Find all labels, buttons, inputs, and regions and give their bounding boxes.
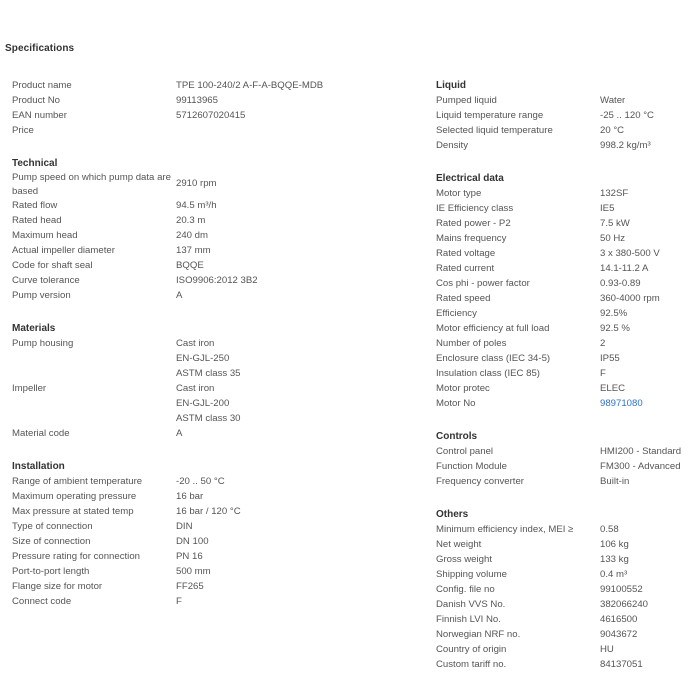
- spec-label: Size of connection: [12, 536, 91, 547]
- spec-row-danish-vvs-no: [436, 597, 698, 612]
- spec-label: Cos phi - power factor: [436, 278, 530, 289]
- spec-values: [176, 123, 417, 138]
- spec-value: -25 .. 120 °C: [600, 110, 654, 121]
- spec-label: Max pressure at stated temp: [12, 506, 134, 517]
- spec-value: IP55: [600, 353, 620, 364]
- spec-row-country-of-origin: [436, 642, 698, 657]
- spec-label: Net weight: [436, 539, 482, 550]
- spec-value: 2: [600, 338, 606, 349]
- spec-value: Cast iron: [176, 338, 215, 349]
- spec-values: [600, 612, 698, 627]
- spec-value: 2910 rpm: [176, 178, 217, 189]
- spec-values: [176, 504, 417, 519]
- section-general: [12, 78, 417, 138]
- spec-values: [600, 366, 698, 381]
- spec-value: 4616500: [600, 614, 638, 625]
- spec-values: [600, 459, 698, 474]
- spec-value: [176, 123, 417, 138]
- spec-row-rated-head: [12, 213, 417, 228]
- spec-label: Motor efficiency at full load: [436, 323, 550, 334]
- section-installation: [12, 459, 417, 609]
- spec-row-rated-voltage: [436, 246, 698, 261]
- spec-label: Rated power - P2: [436, 218, 511, 229]
- spec-value: DN 100: [176, 536, 209, 547]
- spec-value: F: [600, 368, 606, 379]
- spec-row-cos-phi-power-factor: [436, 276, 698, 291]
- spec-row-port-to-port-length: [12, 564, 417, 579]
- spec-values: [600, 396, 698, 411]
- spec-value: 137 mm: [176, 245, 211, 256]
- spec-values: [600, 474, 698, 489]
- spec-values: [600, 216, 698, 231]
- spec-row-actual-impeller-diameter: [12, 243, 417, 258]
- spec-label: IE Efficiency class: [436, 203, 514, 214]
- spec-value: 7.5 kW: [600, 218, 630, 229]
- spec-label: Country of origin: [436, 644, 507, 655]
- section-title: Installation: [12, 461, 65, 472]
- spec-row-flange-size-for-motor: [12, 579, 417, 594]
- spec-label: Price: [12, 125, 34, 136]
- spec-value: 240 dm: [176, 230, 208, 241]
- spec-values: [600, 108, 698, 123]
- spec-value: 16 bar / 120 °C: [176, 506, 241, 517]
- spec-value: FM300 - Advanced: [600, 461, 681, 472]
- spec-values: [176, 519, 417, 534]
- spec-label: Material code: [12, 428, 70, 439]
- spec-row-efficiency: [436, 306, 698, 321]
- spec-values: [176, 579, 417, 594]
- spec-values: [600, 627, 698, 642]
- spec-row-pump-version: [12, 288, 417, 303]
- spec-values: [600, 582, 698, 597]
- spec-label: Danish VVS No.: [436, 599, 506, 610]
- spec-value: ELEC: [600, 383, 626, 394]
- spec-row-ie-efficiency-class: [436, 201, 698, 216]
- spec-row-finnish-lvi-no: [436, 612, 698, 627]
- spec-label: Product name: [12, 80, 72, 91]
- spec-row-rated-current: [436, 261, 698, 276]
- spec-label: Port-to-port length: [12, 566, 90, 577]
- spec-label: Rated flow: [12, 200, 58, 211]
- spec-row-range-of-ambient-temperature: [12, 474, 417, 489]
- spec-row-product-name: [12, 78, 417, 93]
- section-title: Others: [436, 509, 469, 520]
- spec-row-selected-liquid-temperature: [436, 123, 698, 138]
- spec-value: IE5: [600, 203, 615, 214]
- spec-label: Range of ambient temperature: [12, 476, 143, 487]
- spec-label: Maximum operating pressure: [12, 491, 137, 502]
- spec-value: HMI200 - Standard: [600, 446, 682, 457]
- spec-row-custom-tariff-no: [436, 657, 698, 672]
- spec-label: Efficiency: [436, 308, 477, 319]
- spec-label: Maximum head: [12, 230, 78, 241]
- section-controls: [436, 429, 698, 489]
- spec-label: Density: [436, 140, 468, 151]
- spec-value: PN 16: [176, 551, 203, 562]
- spec-row-density: [436, 138, 698, 153]
- spec-values: [600, 522, 698, 537]
- spec-value: 14.1-11.2 A: [600, 263, 649, 274]
- spec-label: Actual impeller diameter: [12, 245, 115, 256]
- section-title: Liquid: [436, 80, 466, 91]
- spec-label: Liquid temperature range: [436, 110, 544, 121]
- spec-label: Code for shaft seal: [12, 260, 93, 271]
- spec-row-liquid-temperature-range: [436, 108, 698, 123]
- spec-value: DIN: [176, 521, 193, 532]
- spec-row-size-of-connection: [12, 534, 417, 549]
- spec-values: [176, 549, 417, 564]
- section-technical: [12, 156, 417, 303]
- spec-value: 998.2 kg/m³: [600, 140, 651, 151]
- spec-label: Function Module: [436, 461, 507, 472]
- spec-row-pump-speed-on-which-pump-data-are-based: [12, 171, 417, 198]
- spec-values: [176, 381, 417, 426]
- spec-label: Product No: [12, 95, 60, 106]
- spec-row-control-panel: [436, 444, 698, 459]
- spec-values: [176, 93, 417, 108]
- spec-values: [176, 594, 417, 609]
- spec-value: 360-4000 rpm: [600, 293, 660, 304]
- spec-values: [176, 213, 417, 228]
- spec-value: HU: [600, 644, 614, 655]
- section-title: Technical: [12, 158, 58, 169]
- spec-value: ISO9906:2012 3B2: [176, 275, 258, 286]
- spec-label: Flange size for motor: [12, 581, 103, 592]
- spec-label: Curve tolerance: [12, 275, 80, 286]
- spec-values: [600, 186, 698, 201]
- spec-values: [176, 426, 417, 441]
- section-materials: [12, 321, 417, 441]
- spec-value: BQQE: [176, 260, 204, 271]
- spec-label: Minimum efficiency index, MEI ≥: [436, 524, 574, 535]
- spec-values: [176, 564, 417, 579]
- spec-values: [176, 228, 417, 243]
- spec-label: EAN number: [12, 110, 67, 121]
- spec-row-enclosure-class-iec-34-5: [436, 351, 698, 366]
- spec-row-number-of-poles: [436, 336, 698, 351]
- spec-row-type-of-connection: [12, 519, 417, 534]
- spec-row-rated-power-p2: [436, 216, 698, 231]
- spec-row-material-code: [12, 426, 417, 441]
- spec-values: [176, 489, 417, 504]
- spec-value: 99113965: [176, 95, 218, 106]
- spec-values: [600, 291, 698, 306]
- spec-value: ASTM class 30: [176, 413, 241, 424]
- spec-values: [600, 246, 698, 261]
- spec-values: [600, 351, 698, 366]
- spec-values: [600, 444, 698, 459]
- spec-values: [600, 93, 698, 108]
- spec-row-maximum-operating-pressure: [12, 489, 417, 504]
- spec-row-code-for-shaft-seal: [12, 258, 417, 273]
- spec-label: Control panel: [436, 446, 494, 457]
- spec-values: [600, 597, 698, 612]
- spec-row-motor-no: [436, 396, 698, 411]
- spec-value: 133 kg: [600, 554, 629, 565]
- spec-row-rated-flow: [12, 198, 417, 213]
- spec-values: [600, 123, 698, 138]
- spec-values: [600, 321, 698, 336]
- spec-value: 50 Hz: [600, 233, 626, 244]
- spec-label: Custom tariff no.: [436, 659, 507, 670]
- spec-values: [176, 273, 417, 288]
- spec-row-minimum-efficiency-index-mei: [436, 522, 698, 537]
- spec-row-product-no: [12, 93, 417, 108]
- spec-value: 20 °C: [600, 125, 625, 136]
- spec-value: A: [176, 290, 183, 301]
- spec-row-pump-housing: [12, 336, 417, 381]
- spec-value: 0.93-0.89: [600, 278, 641, 289]
- spec-row-function-module: [436, 459, 698, 474]
- spec-value: 500 mm: [176, 566, 211, 577]
- spec-values: [600, 381, 698, 396]
- spec-label: Motor protec: [436, 383, 490, 394]
- spec-values: [600, 657, 698, 672]
- spec-value: F: [176, 596, 182, 607]
- spec-label: Config. file no: [436, 584, 495, 595]
- spec-label: Motor type: [436, 188, 482, 199]
- spec-label: Rated speed: [436, 293, 491, 304]
- spec-value: 132SF: [600, 188, 629, 199]
- spec-row-norwegian-nrf-no: [436, 627, 698, 642]
- spec-values: [176, 78, 417, 93]
- section-liquid: [436, 78, 698, 153]
- spec-label: Pressure rating for connection: [12, 551, 140, 562]
- spec-value: TPE 100-240/2 A-F-A-BQQE-MDB: [176, 80, 324, 91]
- spec-label: Type of connection: [12, 521, 93, 532]
- spec-value: -20 .. 50 °C: [176, 476, 225, 487]
- spec-label: Pump version: [12, 290, 71, 301]
- spec-label: Rated voltage: [436, 248, 496, 259]
- spec-value: 106 kg: [600, 539, 629, 550]
- spec-row-net-weight: [436, 537, 698, 552]
- spec-row-motor-efficiency-at-full-load: [436, 321, 698, 336]
- spec-values: [176, 198, 417, 213]
- spec-value: 0.4 m³: [600, 569, 628, 580]
- spec-values: [176, 534, 417, 549]
- page-title: Specifications: [5, 43, 75, 54]
- spec-label: Gross weight: [436, 554, 492, 565]
- spec-values: [176, 474, 417, 489]
- spec-label: Pump speed on which pump data are based: [12, 172, 171, 197]
- section-title: Electrical data: [436, 173, 504, 184]
- spec-row-maximum-head: [12, 228, 417, 243]
- spec-row-ean-number: [12, 108, 417, 123]
- spec-label: Motor No: [436, 398, 476, 409]
- spec-row-max-pressure-at-stated-temp: [12, 504, 417, 519]
- spec-values: [176, 108, 417, 123]
- spec-row-frequency-converter: [436, 474, 698, 489]
- spec-value: 92.5 %: [600, 323, 630, 334]
- spec-values: [600, 552, 698, 567]
- spec-value: 9043672: [600, 629, 638, 640]
- spec-row-gross-weight: [436, 552, 698, 567]
- spec-values: [600, 306, 698, 321]
- spec-value: ASTM class 35: [176, 368, 241, 379]
- spec-values: [600, 642, 698, 657]
- spec-value: 0.58: [600, 524, 619, 535]
- spec-values: [176, 288, 417, 303]
- spec-label: Selected liquid temperature: [436, 125, 553, 136]
- spec-value: 92.5%: [600, 308, 628, 319]
- spec-label: Pumped liquid: [436, 95, 497, 106]
- spec-label: Number of poles: [436, 338, 507, 349]
- spec-value: Built-in: [600, 476, 630, 487]
- spec-label: Connect code: [12, 596, 72, 607]
- spec-label: Insulation class (IEC 85): [436, 368, 540, 379]
- spec-value: 5712607020415: [176, 110, 246, 121]
- spec-values: [176, 258, 417, 273]
- spec-values: [600, 567, 698, 582]
- spec-row-pressure-rating-for-connection: [12, 549, 417, 564]
- spec-row-curve-tolerance: [12, 273, 417, 288]
- spec-row-motor-protec: [436, 381, 698, 396]
- spec-value: 99100552: [600, 584, 643, 595]
- spec-row-impeller: [12, 381, 417, 426]
- spec-values: [600, 537, 698, 552]
- left-column: [12, 78, 417, 627]
- section-title: Controls: [436, 431, 478, 442]
- spec-value-link[interactable]: 98971080: [600, 398, 643, 409]
- spec-label: Finnish LVI No.: [436, 614, 501, 625]
- section-electrical-data: [436, 171, 698, 411]
- spec-value: 16 bar: [176, 491, 204, 502]
- spec-value: A: [176, 428, 183, 439]
- spec-row-pumped-liquid: [436, 93, 698, 108]
- spec-value: 84137051: [600, 659, 643, 670]
- spec-label: Norwegian NRF no.: [436, 629, 521, 640]
- spec-value: 382066240: [600, 599, 649, 610]
- section-others: [436, 507, 698, 672]
- spec-row-rated-speed: [436, 291, 698, 306]
- spec-values: [600, 261, 698, 276]
- spec-row-motor-type: [436, 186, 698, 201]
- spec-label: Frequency converter: [436, 476, 524, 487]
- spec-label: Shipping volume: [436, 569, 507, 580]
- spec-values: [176, 171, 417, 198]
- spec-value: EN-GJL-250: [176, 353, 230, 364]
- spec-label: Mains frequency: [436, 233, 507, 244]
- spec-row-insulation-class-iec-85: [436, 366, 698, 381]
- spec-values: [600, 201, 698, 216]
- spec-value: Cast iron: [176, 383, 215, 394]
- spec-values: [600, 231, 698, 246]
- right-column: [436, 78, 698, 690]
- spec-value: EN-GJL-200: [176, 398, 230, 409]
- spec-row-mains-frequency: [436, 231, 698, 246]
- spec-value: FF265: [176, 581, 204, 592]
- spec-label: Enclosure class (IEC 34-5): [436, 353, 551, 364]
- spec-values: [176, 336, 417, 381]
- spec-value: 94.5 m³/h: [176, 200, 217, 211]
- spec-label: Pump housing: [12, 338, 74, 349]
- spec-row-shipping-volume: [436, 567, 698, 582]
- spec-label: Rated head: [12, 215, 62, 226]
- spec-row-config-file-no: [436, 582, 698, 597]
- spec-value: 20.3 m: [176, 215, 206, 226]
- spec-row-connect-code: [12, 594, 417, 609]
- spec-row-price: [12, 123, 417, 138]
- spec-label: Impeller: [12, 383, 47, 394]
- spec-value: 3 x 380-500 V: [600, 248, 660, 259]
- spec-values: [600, 276, 698, 291]
- spec-values: [600, 336, 698, 351]
- spec-value: Water: [600, 95, 626, 106]
- section-title: Materials: [12, 323, 56, 334]
- spec-values: [600, 138, 698, 153]
- spec-values: [176, 243, 417, 258]
- spec-label: Rated current: [436, 263, 495, 274]
